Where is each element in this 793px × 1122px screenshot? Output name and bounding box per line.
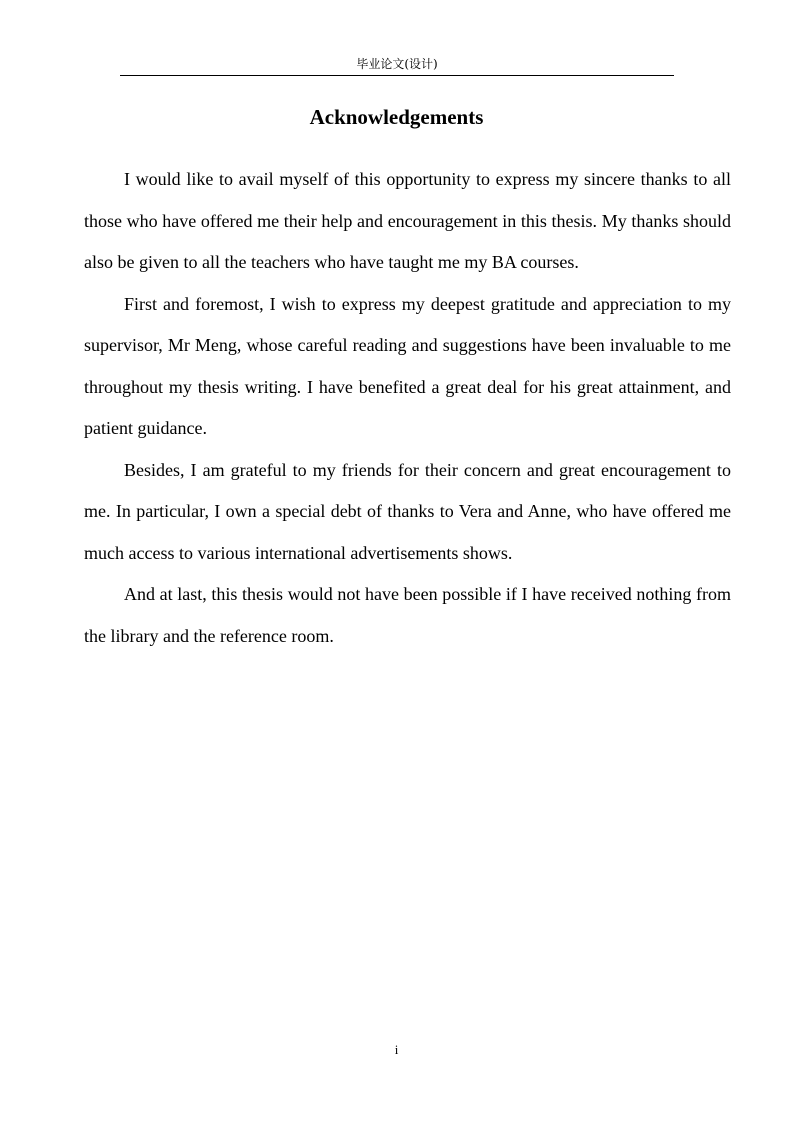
page-header (120, 55, 674, 76)
paragraph: Besides, I am grateful to my friends for their concern and great encouragement to me. In particular, I own a special debt of thanks to Vera and Anne, who have offered me much access to various international advertisements shows. (84, 459, 731, 563)
header-text: 毕业论文(设计) (356, 57, 438, 71)
page-number: i (394, 1042, 399, 1057)
page-title: Acknowledgements (309, 105, 484, 129)
paragraph: And at last, this thesis would not have been possible if I have received nothing from the library and the reference room. (84, 584, 731, 646)
paragraph: First and foremost, I wish to express my deepest gratitude and appreciation to my supervisor, Mr Meng, whose careful reading and suggestions have been invaluable to me throughout my thesis writing. I have benefited a great deal for his great attainment, and patient guidance. (84, 293, 731, 438)
acknowledgements-body (84, 159, 731, 657)
paragraph: I would like to avail myself of this opportunity to express my sincere thanks to all those who have offered me their help and encouragement in this thesis. My thanks should also be given to all the teachers who have taught me my BA courses. (84, 169, 731, 272)
